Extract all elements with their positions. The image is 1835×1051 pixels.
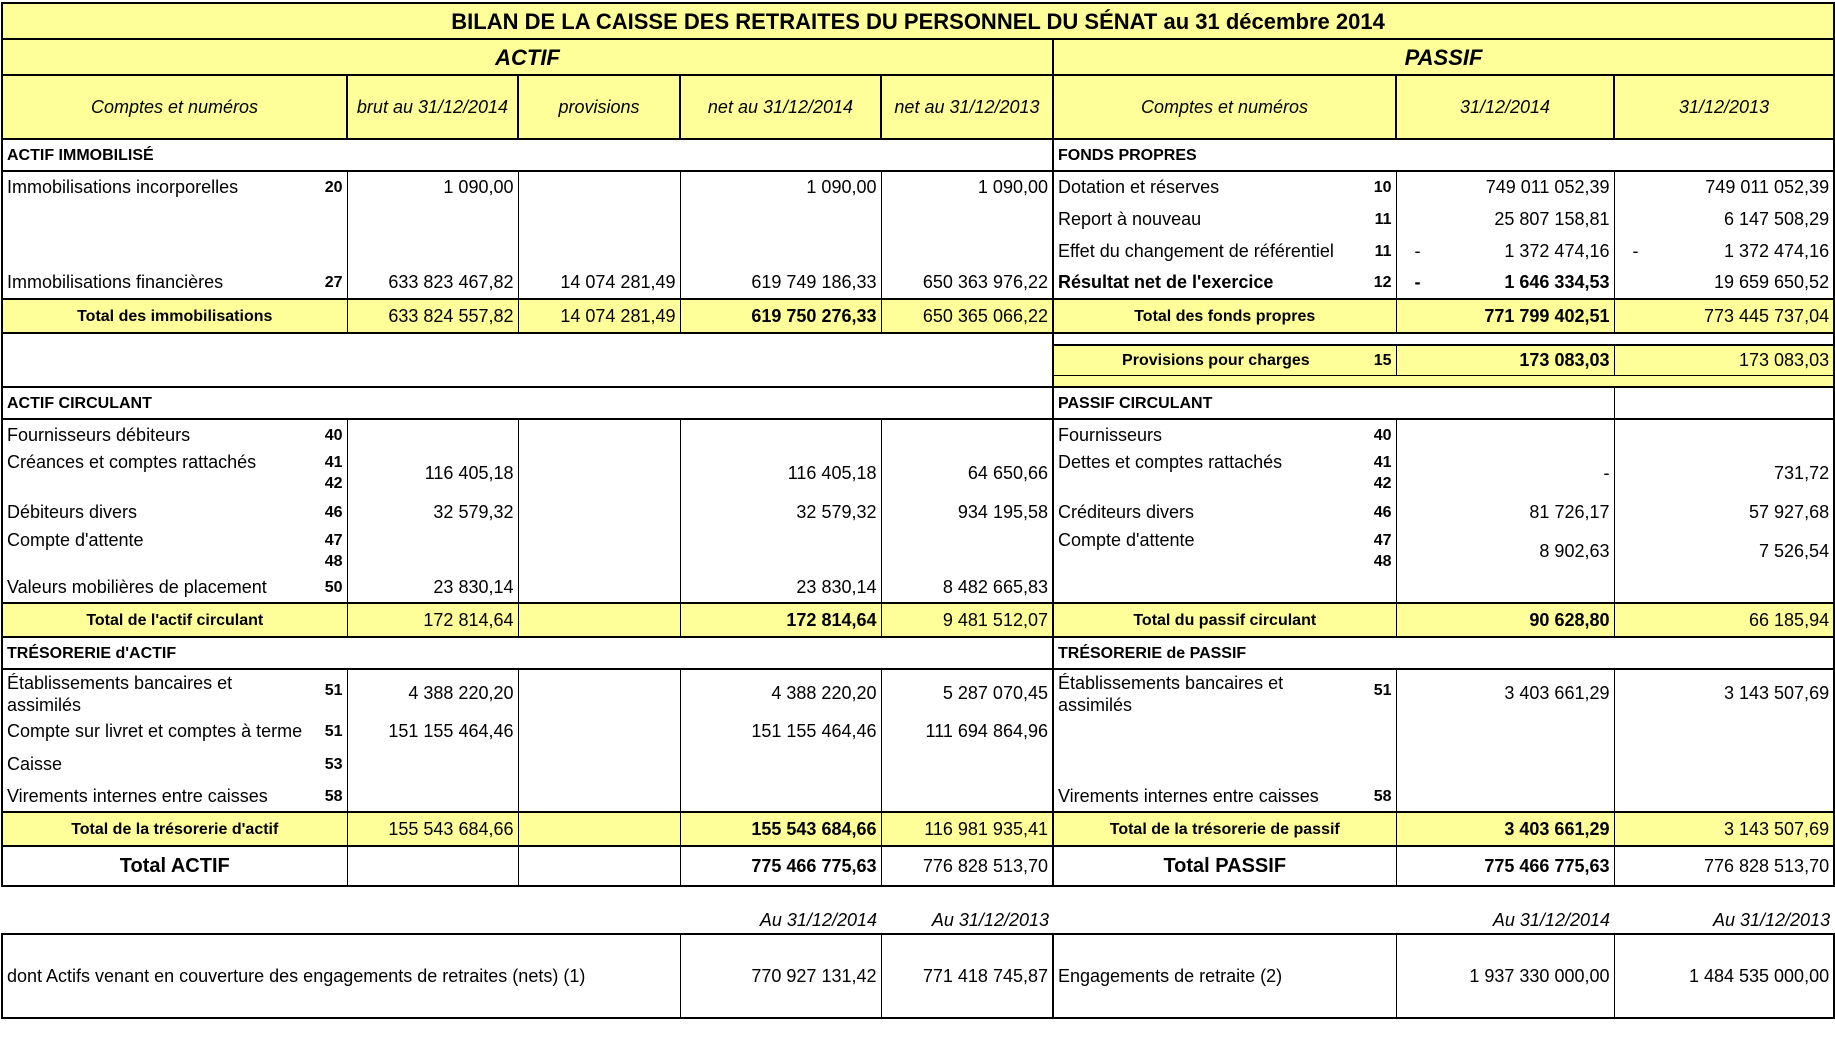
table-row-label: Virements internes entre caisses 58 (2, 782, 347, 812)
table-cell: 23 830,14 (347, 573, 518, 603)
section-tresorerie-passif: TRÉSORERIE de PASSIF (1053, 637, 1834, 669)
table-cell: 116 981 935,41 (881, 812, 1053, 846)
table-cell: 64 650,66 (881, 451, 1053, 495)
table-cell: 5 287 070,45 (881, 669, 1053, 716)
total-fonds-propres-label: Total des fonds propres (1053, 299, 1396, 333)
table-cell: 749 011 052,39 (1396, 171, 1614, 203)
table-cell: 32 579,32 (680, 495, 881, 529)
table-cell: 116 405,18 (680, 451, 881, 495)
table-row-label: Immobilisations financières 27 (2, 267, 347, 299)
table-row-label: Valeurs mobilières de placement 50 (2, 573, 347, 603)
table-cell: 8 902,63 (1396, 529, 1614, 573)
table-cell: 633 823 467,82 (347, 267, 518, 299)
page-title: BILAN DE LA CAISSE DES RETRAITES DU PERSONNEL DU SÉNAT au 31 décembre 2014 (2, 3, 1834, 39)
col-header-net-2014: net au 31/12/2014 (680, 75, 881, 139)
engagements-actif-2013: 771 418 745,87 (881, 934, 1053, 1018)
table-cell (1396, 782, 1614, 812)
table-cell: 23 830,14 (680, 573, 881, 603)
table-cell: 151 155 464,46 (680, 716, 881, 746)
table-cell: 773 445 737,04 (1614, 299, 1834, 333)
table-cell: 8 482 665,83 (881, 573, 1053, 603)
table-cell: 4 388 220,20 (680, 669, 881, 716)
table-cell: 66 185,94 (1614, 603, 1834, 637)
table-cell: 619 749 186,33 (680, 267, 881, 299)
table-cell (1614, 419, 1834, 451)
table-row-label: Résultat net de l'exercice 12 (1053, 267, 1396, 299)
col-header-passif-comptes: Comptes et numéros (1053, 75, 1396, 139)
table-cell: 4 388 220,20 (347, 669, 518, 716)
table-cell: 173 083,03 (1614, 345, 1834, 375)
table-cell: 3 403 661,29 (1396, 812, 1614, 846)
table-cell (881, 419, 1053, 451)
table-cell: 771 799 402,51 (1396, 299, 1614, 333)
total-passif-label: Total PASSIF (1053, 846, 1396, 886)
table-cell: 14 074 281,49 (518, 267, 680, 299)
total-tresorerie-passif-label: Total de la trésorerie de passif (1053, 812, 1396, 846)
table-cell: 6 147 508,29 (1614, 203, 1834, 235)
table-cell (881, 529, 1053, 573)
table-cell: - 1 646 334,53 (1396, 267, 1614, 299)
engagements-passif-2014: 1 937 330 000,00 (1396, 934, 1614, 1018)
col-header-brut-2014: brut au 31/12/2014 (347, 75, 518, 139)
table-cell: 3 143 507,69 (1614, 812, 1834, 846)
table-cell: 172 814,64 (680, 603, 881, 637)
table-row-label: 51 Établissements bancaires et assimilés (1053, 669, 1396, 716)
engagements-actif-2014: 770 927 131,42 (680, 934, 881, 1018)
table-cell: 650 363 976,22 (881, 267, 1053, 299)
table-cell: 32 579,32 (347, 495, 518, 529)
table-cell: - 1 372 474,16 (1614, 235, 1834, 267)
section-passif-circulant: PASSIF CIRCULANT (1058, 394, 1213, 412)
table-cell: 172 814,64 (347, 603, 518, 637)
table-cell: 14 074 281,49 (518, 299, 680, 333)
table-row-label: Compte d'attente 47 48 (2, 529, 347, 573)
table-cell (347, 529, 518, 573)
table-cell: 934 195,58 (881, 495, 1053, 529)
table-cell: 7 526,54 (1614, 529, 1834, 573)
table-cell: 619 750 276,33 (680, 299, 881, 333)
table-cell: 1 090,00 (680, 171, 881, 203)
col-header-net-2013: net au 31/12/2013 (881, 75, 1053, 139)
table-cell: 90 628,80 (1396, 603, 1614, 637)
table-cell: 1 090,00 (347, 171, 518, 203)
table-cell (518, 171, 680, 203)
total-immobilisations-label: Total des immobilisations (2, 299, 347, 333)
table-cell: - (1396, 451, 1614, 495)
table-row-label: Créances et comptes rattachés 41 42 (2, 451, 347, 495)
table-row-label: Caisse 53 (2, 746, 347, 782)
section-tresorerie-actif: TRÉSORERIE d'ACTIF (2, 637, 1053, 669)
balance-table (1, 2, 1835, 1019)
table-cell: 1 090,00 (881, 171, 1053, 203)
total-actif-circulant-label: Total de l'actif circulant (2, 603, 347, 637)
table-cell: 155 543 684,66 (347, 812, 518, 846)
engagements-date-2014: Au 31/12/2014 (759, 910, 877, 930)
table-row-label: Créditeurs divers 46 (1053, 495, 1396, 529)
engagements-date-2013: Au 31/12/2013 (931, 910, 1049, 930)
table-cell (1396, 419, 1614, 451)
table-row-label: Effet du changement de référentiel 11 (1053, 235, 1396, 267)
table-cell: - 1 372 474,16 (1396, 235, 1614, 267)
table-row-label: Débiteurs divers 46 (2, 495, 347, 529)
table-cell: 155 543 684,66 (680, 812, 881, 846)
table-cell (680, 782, 881, 812)
col-header-actif-comptes: Comptes et numéros (2, 75, 347, 139)
table-row-label: Compte sur livret et comptes à terme 51 (2, 716, 347, 746)
provisions-label: Provisions pour charges 15 (1053, 345, 1396, 375)
total-passif-circulant-label: Total du passif circulant (1053, 603, 1396, 637)
engagements-passif-date-2014: Au 31/12/2014 (1492, 910, 1610, 930)
table-row-label: Report à nouveau 11 (1053, 203, 1396, 235)
table-cell (347, 419, 518, 451)
table-cell: 650 365 066,22 (881, 299, 1053, 333)
section-actif-immobilise: ACTIF IMMOBILISÉ (2, 139, 1053, 171)
engagements-passif-2013: 1 484 535 000,00 (1614, 934, 1834, 1018)
table-cell (680, 419, 881, 451)
total-actif-label: Total ACTIF (2, 846, 347, 886)
table-cell (680, 529, 881, 573)
table-cell: 19 659 650,52 (1614, 267, 1834, 299)
col-header-passif-2013: 31/12/2013 (1614, 75, 1834, 139)
passif-heading: PASSIF (1053, 39, 1834, 75)
total-passif-2014: 775 466 775,63 (1396, 846, 1614, 886)
table-cell: 116 405,18 (347, 451, 518, 495)
table-cell: 3 403 661,29 (1396, 669, 1614, 716)
engagements-passif-label: Engagements de retraite (2) (1053, 934, 1396, 1018)
table-cell: 9 481 512,07 (881, 603, 1053, 637)
section-fonds-propres: FONDS PROPRES (1053, 139, 1834, 171)
col-header-passif-2014: 31/12/2014 (1396, 75, 1614, 139)
table-cell (1614, 782, 1834, 812)
total-actif-2013: 776 828 513,70 (881, 846, 1053, 886)
table-row-label: Dotation et réserves 10 (1053, 171, 1396, 203)
table-row-label: Compte d'attente 47 48 (1053, 529, 1396, 573)
engagements-actif-label: dont Actifs venant en couverture des engagements de retraites (nets) (1) (2, 934, 680, 1018)
table-cell: 111 694 864,96 (881, 716, 1053, 746)
table-cell (680, 746, 881, 782)
table-row-label: Immobilisations incorporelles 20 (2, 171, 347, 203)
table-cell (881, 746, 1053, 782)
engagements-passif-date-2013: Au 31/12/2013 (1712, 910, 1831, 930)
table-row-label: Virements internes entre caisses 58 (1053, 782, 1396, 812)
table-cell: 731,72 (1614, 451, 1834, 495)
table-cell (881, 782, 1053, 812)
actif-heading: ACTIF (2, 39, 1053, 75)
section-actif-circulant: ACTIF CIRCULANT (2, 387, 1053, 419)
table-row-label: Fournisseurs débiteurs 40 (2, 419, 347, 451)
total-actif-2014: 775 466 775,63 (680, 846, 881, 886)
table-row-label: Fournisseurs 40 (1053, 419, 1396, 451)
table-cell: 25 807 158,81 (1396, 203, 1614, 235)
table-cell: 151 155 464,46 (347, 716, 518, 746)
table-cell (347, 746, 518, 782)
table-row-label: Dettes et comptes rattachés 41 42 (1053, 451, 1396, 495)
col-header-provisions: provisions (518, 75, 680, 139)
total-passif-2013: 776 828 513,70 (1614, 846, 1834, 886)
table-cell: 57 927,68 (1614, 495, 1834, 529)
table-cell: 3 143 507,69 (1614, 669, 1834, 716)
total-tresorerie-actif-label: Total de la trésorerie d'actif (2, 812, 347, 846)
table-cell (347, 782, 518, 812)
table-row-label: 51 Établissements bancaires et assimilés (2, 669, 347, 716)
table-cell: 173 083,03 (1396, 345, 1614, 375)
table-cell: 633 824 557,82 (347, 299, 518, 333)
table-cell: 81 726,17 (1396, 495, 1614, 529)
table-cell: 749 011 052,39 (1614, 171, 1834, 203)
